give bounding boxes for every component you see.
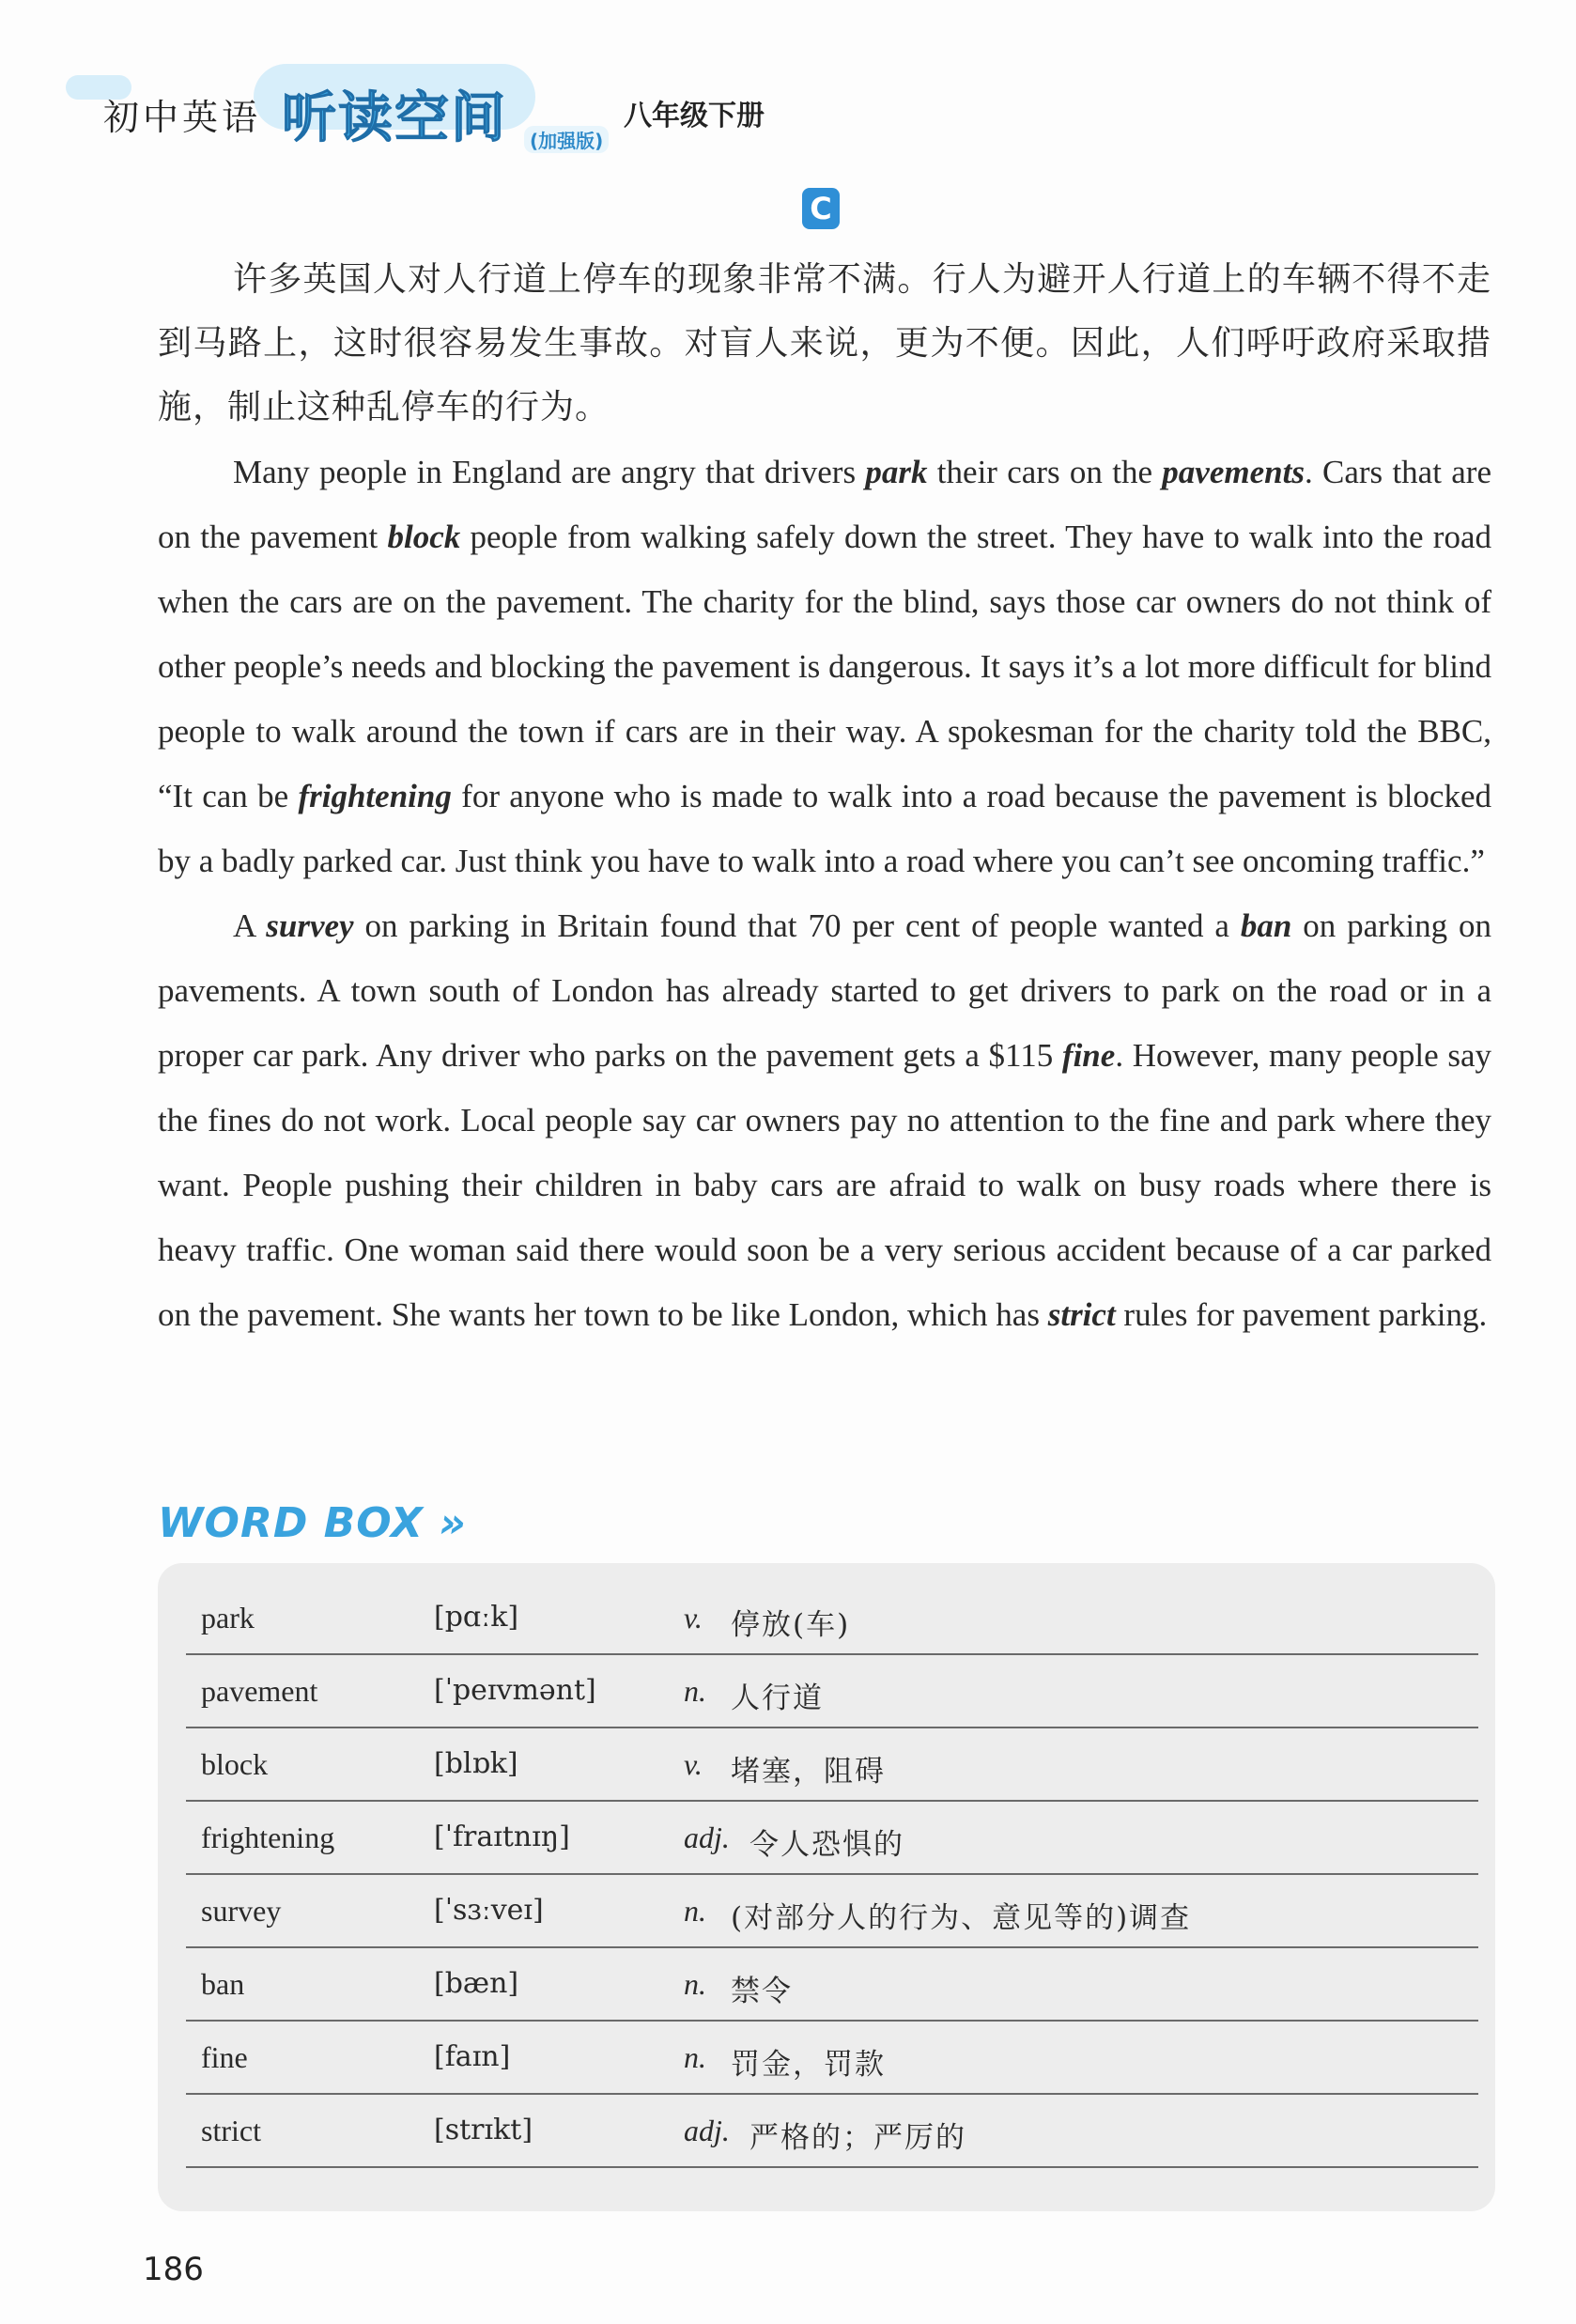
passage-paragraph-1 <box>158 440 1491 893</box>
keyword-survey: survey <box>266 907 354 944</box>
vocab-phonetic: [ˈfraɪtnɪŋ] <box>434 1820 570 1853</box>
vocab-meaning: 禁令 <box>731 1975 793 2008</box>
word-box-row <box>186 1802 1478 1875</box>
word-box-table <box>186 1582 1478 2168</box>
vocab-meaning: 停放(车) <box>731 1608 851 1642</box>
series-brand: 听读空间 <box>282 85 508 149</box>
keyword-block: block <box>387 519 461 555</box>
text-span: A <box>233 907 267 944</box>
edition-label: (加强版) <box>524 126 609 153</box>
chinese-summary: 许多英国人对人行道上停车的现象非常不满。行人为避开人行道上的车辆不得不走到马路上，这时很容易发生事故。对盲人来说，更为不便。因此，人们呼吁政府采取措施，制止这种乱停车的行为。 <box>158 260 1491 426</box>
vocab-part-of-speech: n. <box>684 1894 706 1928</box>
vocab-part-of-speech: adj. <box>684 2114 730 2147</box>
vocab-word: fine <box>201 2040 248 2074</box>
vocab-meaning: 人行道 <box>731 1681 824 1715</box>
text-span: rules for pavement parking. <box>1115 1296 1488 1333</box>
text-span: . Cars that are on the pavement <box>158 454 1491 555</box>
text-span: their cars on the <box>927 454 1163 490</box>
text-span: . However, many people say the fines do not work. Local people say car owners pay no attention to the fine and park where they want. People pushing their children in baby cars are afraid to walk on busy roads where there is heavy traffic. One woman said there would soon be a very serious accident because of a car parked on the pavement. She wants her town to be like London, which has <box>158 1037 1492 1333</box>
word-box-title: WORD BOX » <box>158 1499 467 1547</box>
text-span: on parking on pavements. A town south of London has already started to get drivers to park on the road or in a proper car park. Any driver who parks on the pavement gets a $115 <box>158 907 1491 1074</box>
vocab-phonetic: [pɑːk] <box>434 1601 519 1634</box>
vocab-word: park <box>201 1601 255 1635</box>
vocab-part-of-speech: n. <box>684 2040 706 2074</box>
vocab-word: pavement <box>201 1674 318 1708</box>
vocab-meaning: 令人恐惧的 <box>749 1828 904 1862</box>
word-box-row <box>186 2095 1478 2168</box>
vocab-word: strict <box>201 2114 261 2147</box>
vocab-phonetic: [blɒk] <box>434 1747 518 1780</box>
vocab-part-of-speech: v. <box>684 1747 703 1781</box>
text-span: for anyone who is made to walk into a road because the pavement is blocked by a badly parked car. Just think you have to walk into a road where you can’t see oncoming traffic.” <box>158 778 1491 879</box>
vocab-meaning: 罚金，罚款 <box>731 2048 886 2082</box>
vocab-part-of-speech: n. <box>684 1674 706 1708</box>
vocab-phonetic: [ˈpeɪvmənt] <box>434 1674 596 1707</box>
vocab-meaning: 严格的；严厉的 <box>749 2121 966 2155</box>
vocab-phonetic: [ˈsɜːveɪ] <box>434 1894 544 1927</box>
vocab-word: ban <box>201 1967 245 2001</box>
vocab-phonetic: [faɪn] <box>434 2040 511 2073</box>
page-number: 186 <box>143 2251 204 2288</box>
vocab-word: block <box>201 1747 269 1781</box>
vocab-word: frightening <box>201 1820 335 1854</box>
vocab-phonetic: [strɪkt] <box>434 2114 533 2146</box>
word-box-row <box>186 1728 1478 1802</box>
passage-paragraph-2 <box>158 893 1491 1347</box>
keyword-ban: ban <box>1240 907 1292 944</box>
text-span: Many people in England are angry that drivers <box>233 454 866 490</box>
grade-label: 八年级下册 <box>624 100 765 132</box>
word-box-row <box>186 1875 1478 1948</box>
vocab-part-of-speech: n. <box>684 1967 706 2001</box>
text-span: on parking in Britain found that 70 per cent of people wanted a <box>353 907 1241 944</box>
keyword-fine: fine <box>1061 1037 1116 1074</box>
keyword-park: park <box>865 454 928 490</box>
vocab-meaning: (对部分人的行为、意见等的)调查 <box>731 1901 1192 1935</box>
word-box-row <box>186 1948 1478 2022</box>
vocab-word: survey <box>201 1894 282 1928</box>
passage <box>158 248 1491 1347</box>
section-badge: C <box>802 188 840 229</box>
keyword-strict: strict <box>1047 1296 1116 1333</box>
vocab-part-of-speech: adj. <box>684 1820 730 1854</box>
vocab-meaning: 堵塞，阻碍 <box>731 1755 886 1789</box>
vocab-part-of-speech: v. <box>684 1601 703 1635</box>
keyword-frightening: frightening <box>298 778 452 814</box>
text-span: people from walking safely down the street. They have to walk into the road when the cars are on the pavement. The charity for the blind, says those car owners do not think of other people’s needs and blocking the pavement is dangerous. It says it’s a lot more difficult for blind people to walk around the town if cars are in their way. A spokesman for the charity told the BBC, “It can be <box>158 519 1491 814</box>
book-header <box>66 56 1005 160</box>
vocab-phonetic: [bæn] <box>434 1967 519 2000</box>
series-prefix: 初中英语 <box>103 97 262 138</box>
word-box-row <box>186 1582 1478 1655</box>
word-box-row <box>186 2022 1478 2095</box>
word-box-row <box>186 1655 1478 1728</box>
keyword-pavements: pavements <box>1162 454 1305 490</box>
